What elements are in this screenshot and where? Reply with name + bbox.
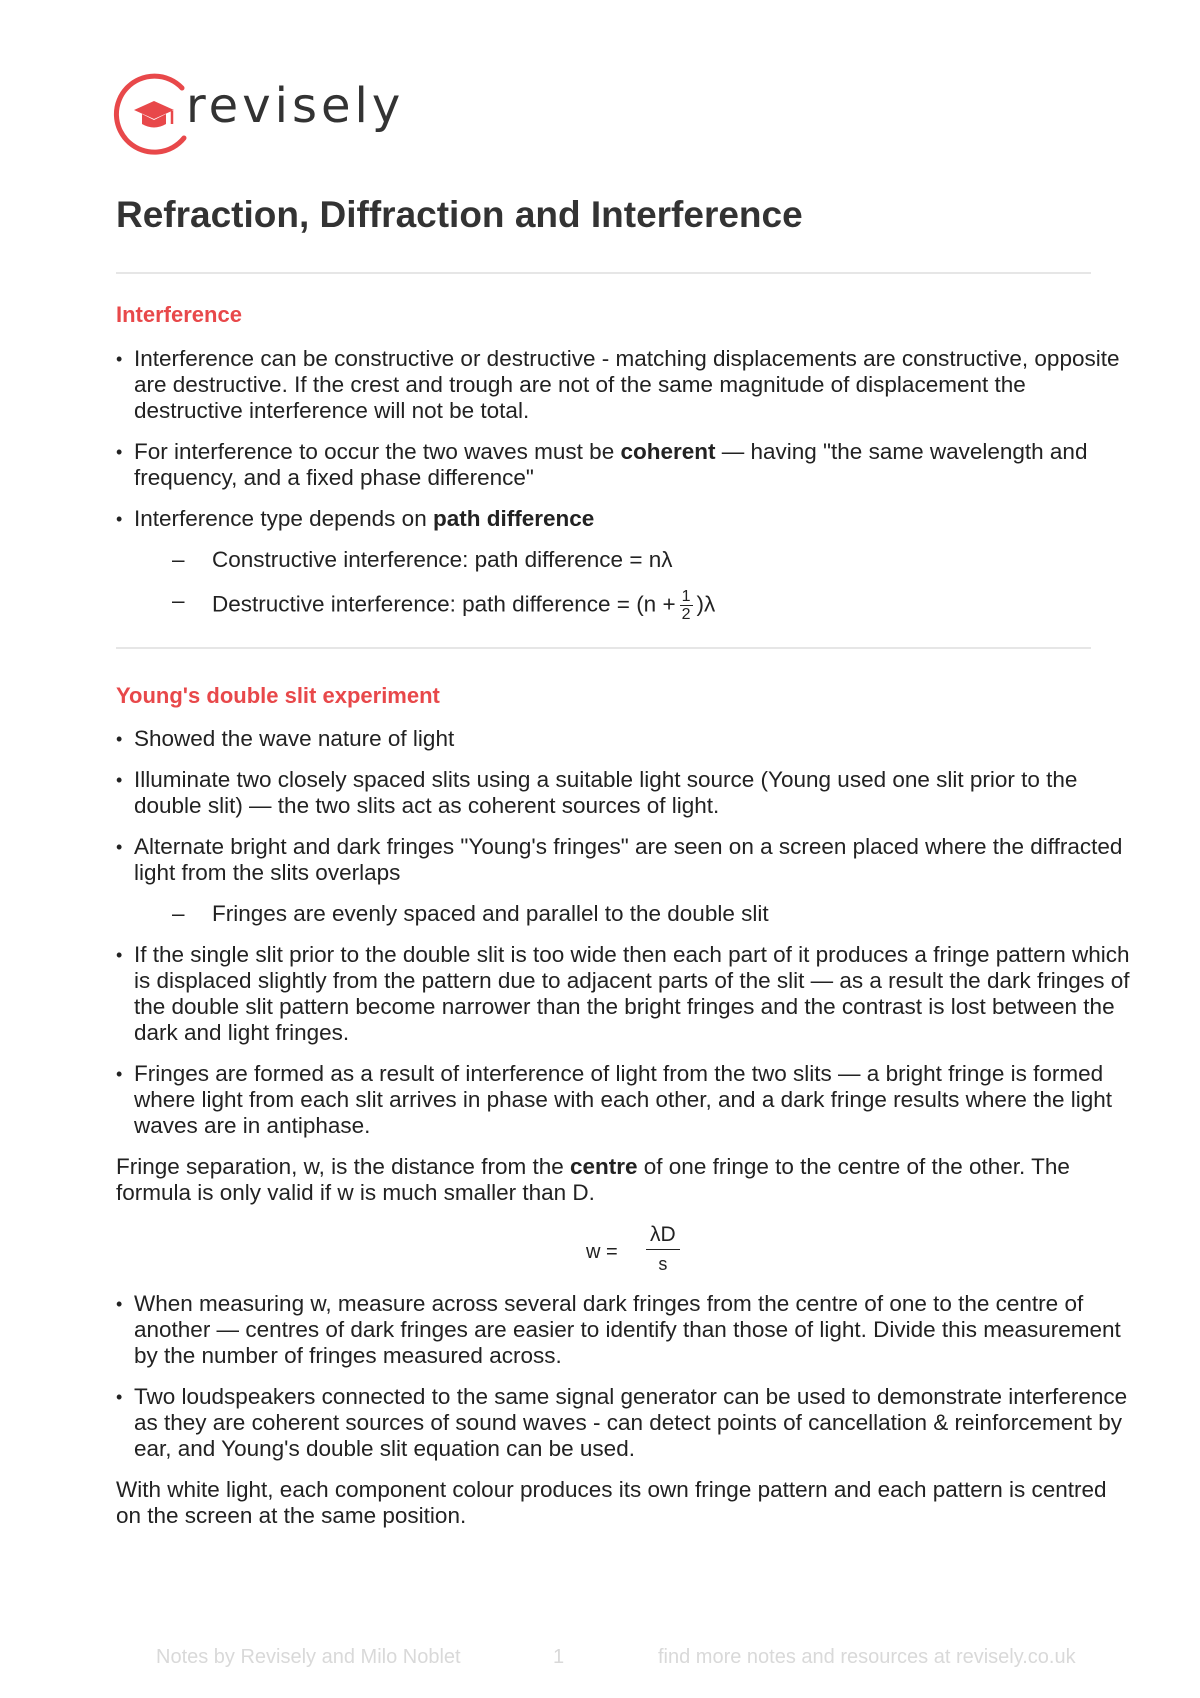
list-item: • For interference to occur the two waves must be coherent — having "the same wavelength and frequency, and a fixed phase difference" — [116, 439, 1132, 491]
footer-credit: Notes by Revisely and Milo Noblet — [156, 1646, 461, 1668]
sub-list-item: – Destructive interference: path difference = (n + $\frac{1}{2}$ )λ — [116, 588, 1132, 623]
title-divider — [116, 272, 1091, 274]
paragraph: Fringe separation, w, is the distance from the centre of one fringe to the centre of the other. The formula is only valid if w is much smaller than D. — [116, 1154, 1070, 1205]
graduation-cap-icon — [112, 72, 196, 156]
youngs-content — [116, 726, 1132, 1544]
logo-wordmark: revisely — [186, 78, 405, 134]
list-item: • Showed the wave nature of light — [116, 726, 1132, 752]
paragraph: With white light, each component colour produces its own fringe pattern and each pattern is centred on the screen at the same position. — [116, 1477, 1107, 1528]
list-item: • Interference can be constructive or destructive - matching displacements are constructive, opposite are destructive. If the crest and trough are not of the same magnitude of displacement the destructive interference will not be total. — [116, 346, 1132, 424]
fringe-separation-formula: w = $\frac{\lambda D}{s}$ — [116, 1221, 1132, 1281]
section-divider — [116, 647, 1091, 649]
list-item: • Two loudspeakers connected to the same signal generator can be used to demonstrate interference as they are coherent sources of sound waves - can detect points of cancellation & reinforcement by ear, and Young's double slit equation can be used. — [116, 1384, 1132, 1462]
heading-interference: Interference — [116, 302, 242, 327]
list-item: • Illuminate two closely spaced slits using a suitable light source (Young used one slit prior to the double slit) — the two slits act as coherent sources of light. — [116, 767, 1132, 819]
fraction-half: $\frac{1}{2}$ — [681, 588, 691, 623]
page-title: Refraction, Diffraction and Interference — [116, 194, 803, 235]
heading-youngs-experiment: Young's double slit experiment — [116, 683, 440, 708]
list-item: • Alternate bright and dark fringes "Young's fringes" are seen on a screen placed where the diffracted light from the slits overlaps — [116, 834, 1132, 886]
footer-link[interactable]: find more notes and resources at revisely.co.uk — [658, 1646, 1076, 1668]
list-item: • Interference type depends on path difference — [116, 506, 1132, 532]
list-item: • Fringes are formed as a result of interference of light from the two slits — a bright fringe is formed where light from each slit arrives in phase with each other, and a dark fringe results where the light waves are in antiphase. — [116, 1061, 1132, 1139]
list-item: • When measuring w, measure across several dark fringes from the centre of one to the centre of another — centres of dark fringes are easier to identify than those of light. Divide this measurement by the number of fringes measured across. — [116, 1291, 1132, 1369]
interference-content — [116, 346, 1132, 638]
sub-list-item: – Constructive interference: path difference = nλ — [116, 547, 1132, 573]
sub-list-item: – Fringes are evenly spaced and parallel to the double slit — [116, 901, 1132, 927]
footer-page-number: 1 — [553, 1646, 565, 1668]
list-item: • If the single slit prior to the double slit is too wide then each part of it produces a fringe pattern which is displaced slightly from the pattern due to adjacent parts of the slit — as a result the dark fringes of the double slit pattern become narrower than the bright fringes and the contrast is lost between the dark and light fringes. — [116, 942, 1132, 1046]
